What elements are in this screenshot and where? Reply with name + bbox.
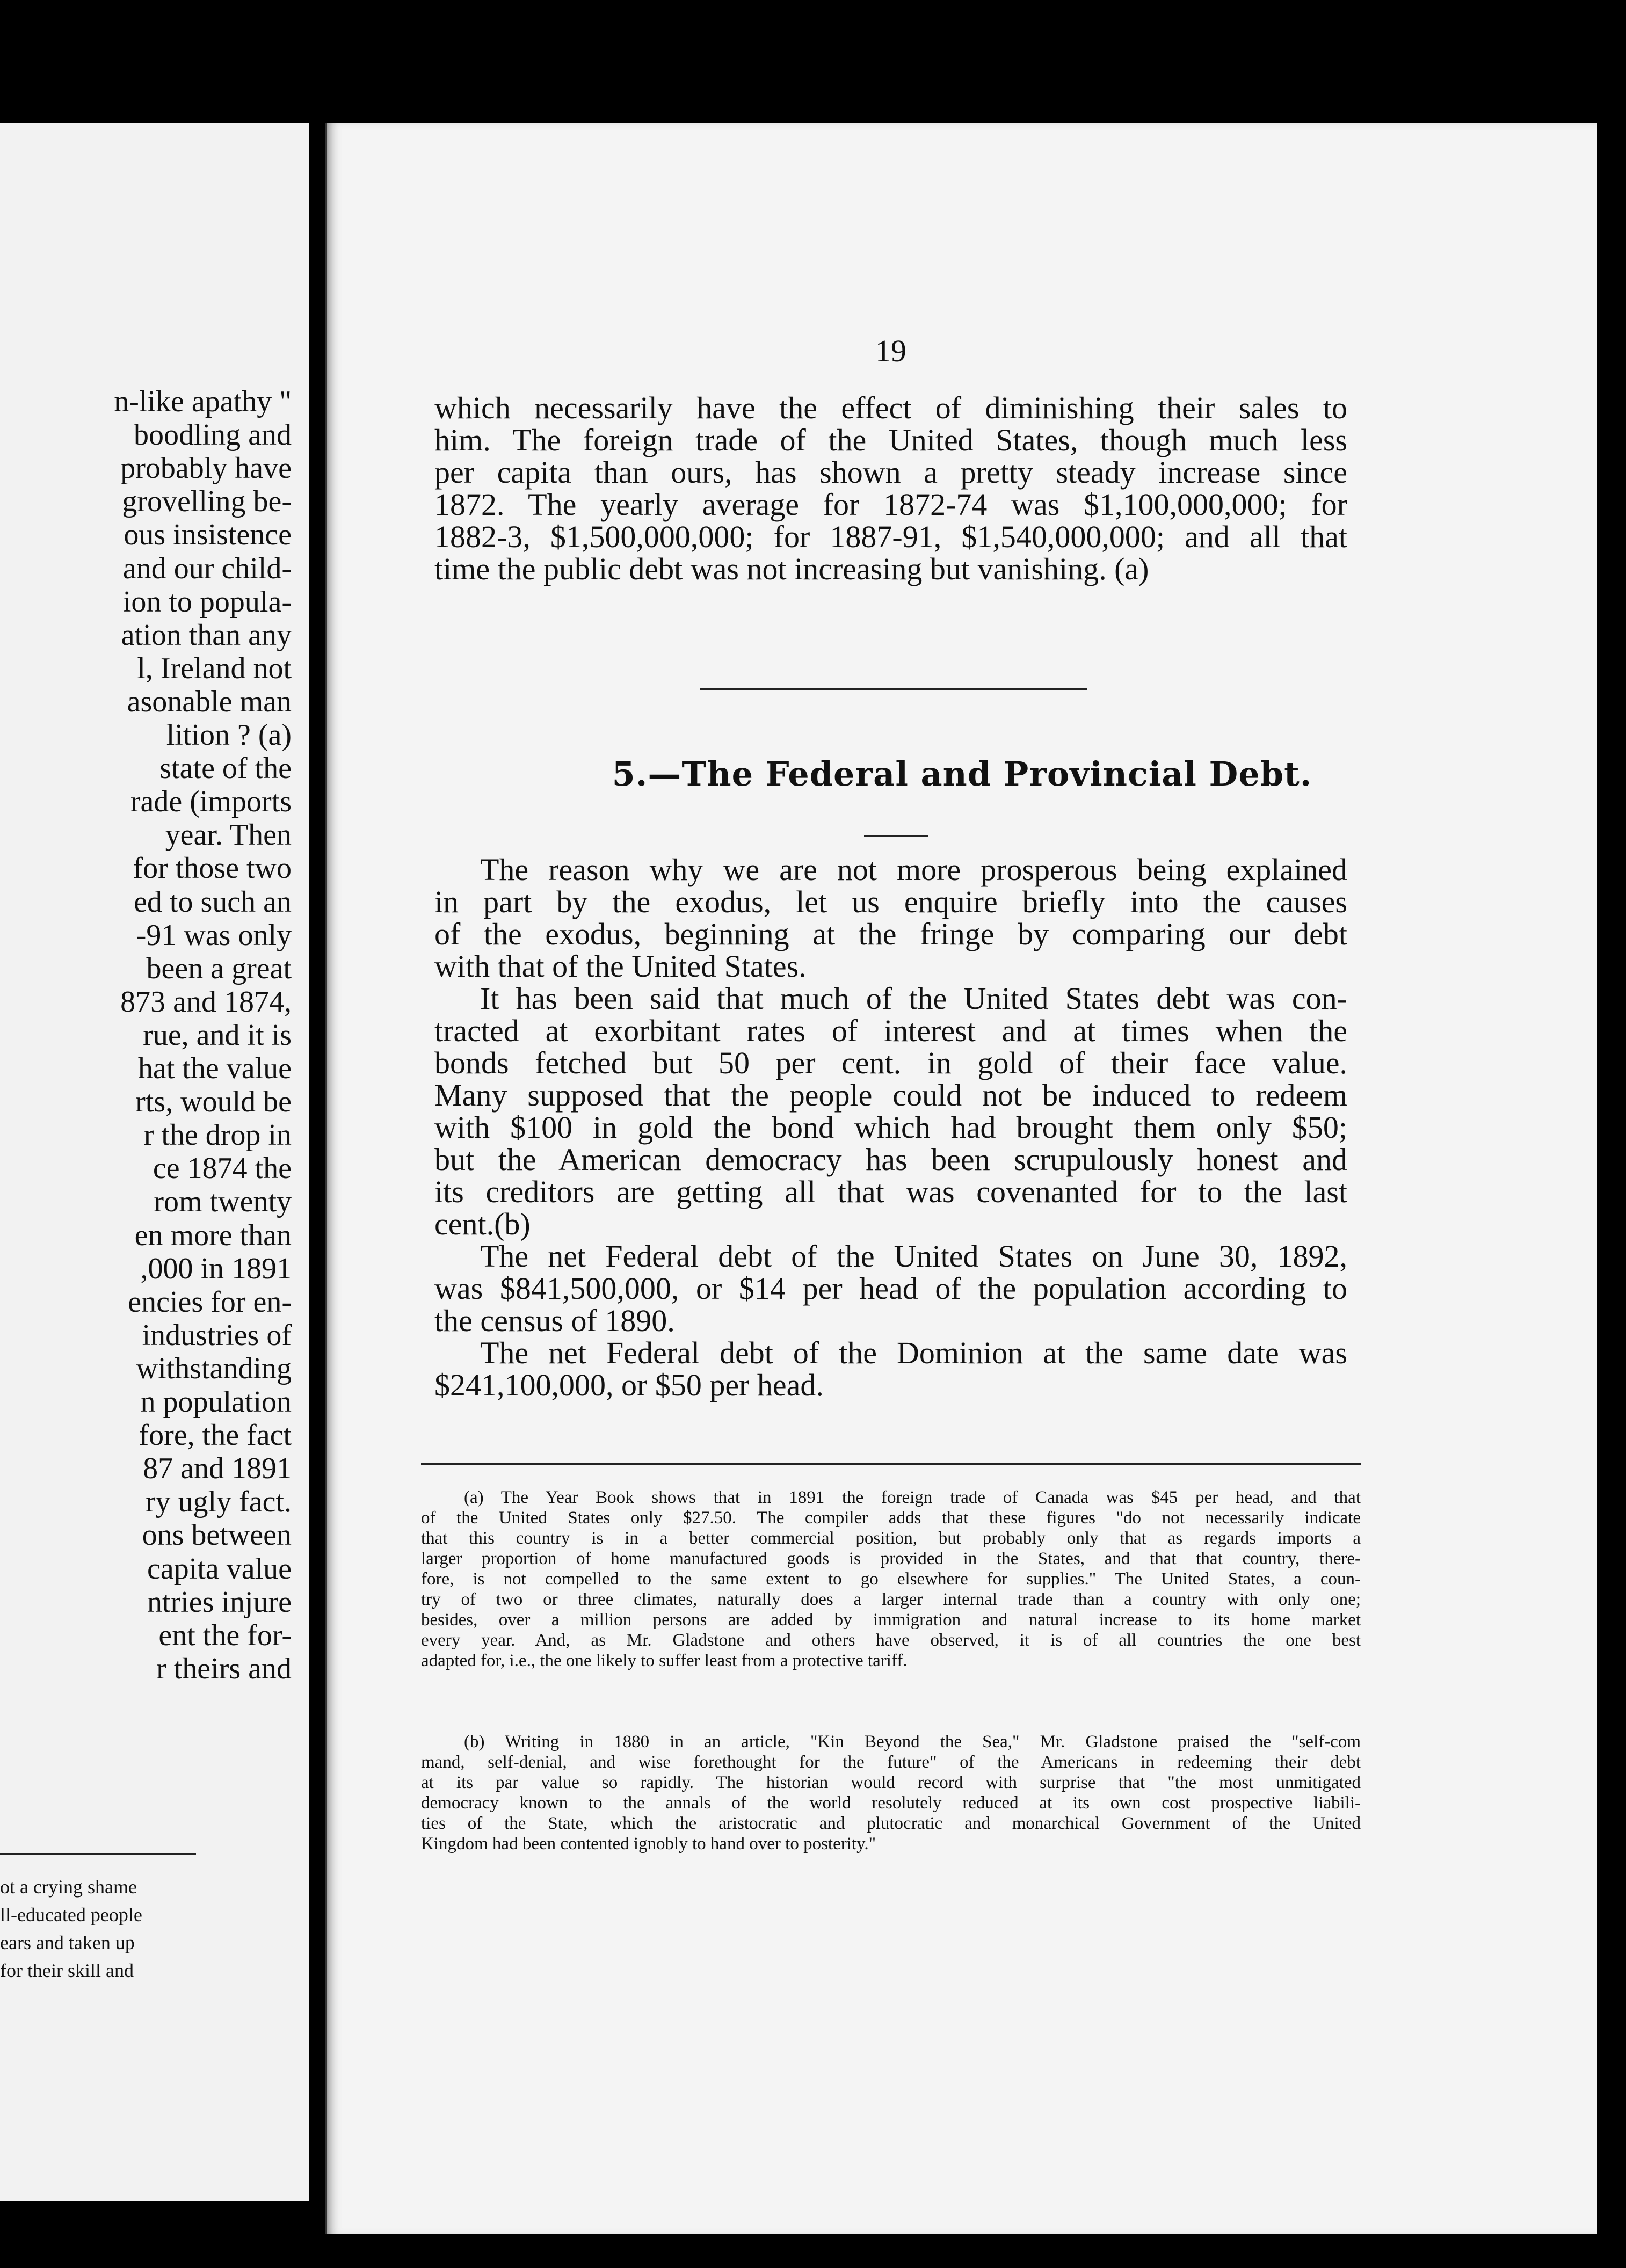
facing-page-line: ation than any — [121, 618, 292, 652]
page-number: 19 — [875, 333, 906, 368]
facing-page-line: for those two — [133, 852, 292, 885]
facing-page-line: asonable man — [127, 685, 292, 718]
text-line: its creditors are getting all that was covenanted for to the last — [434, 1174, 1347, 1209]
page — [325, 123, 1597, 2234]
paragraph-4 — [434, 1337, 1347, 1401]
text-line: with $100 in gold the bond which had brought them only $50; — [434, 1110, 1347, 1145]
text-line: tracted at exorbitant rates of interest and at times when the — [434, 1013, 1347, 1048]
footnote-b — [421, 1732, 1361, 1854]
footnote-line: mand, self-denial, and wise forethought for the future" of the Americans in redeeming their debt — [421, 1753, 1361, 1772]
text-line: The reason why we are not more prosperous being explained — [480, 852, 1347, 887]
heading-underline — [864, 835, 928, 837]
text-line: of the exodus, beginning at the fringe by comparing our debt — [434, 917, 1347, 951]
facing-page-line: ,000 in 1891 — [140, 1252, 292, 1285]
footnote-line: try of two or three climates, naturally does a larger internal trade than a country with only one; — [421, 1590, 1361, 1609]
facing-page-line: ons between — [142, 1518, 292, 1552]
text-line: which necessarily have the effect of diminishing their sales to — [434, 390, 1347, 425]
text-line: 1882-3, $1,500,000,000; for 1887-91, $1,540,000,000; and all that — [434, 519, 1347, 554]
facing-page-line: encies for en- — [128, 1285, 292, 1319]
facing-page-line: and our child- — [122, 551, 292, 585]
facing-page-fragment — [0, 123, 309, 2201]
section-heading: 5.—The Federal and Provincial Debt. — [612, 754, 1312, 794]
facing-page-line: grovelling be- — [122, 485, 292, 519]
footnote-line: adapted for, i.e., the one likely to suffer least from a protective tariff. — [421, 1651, 908, 1670]
text-line: per capita than ours, has shown a pretty steady increase since — [434, 455, 1347, 490]
facing-page-line: lition ? (a) — [166, 718, 292, 752]
facing-page-line: rue, and it is — [143, 1018, 292, 1052]
footnote-rule — [421, 1463, 1361, 1465]
text-line: in part by the exodus, let us enquire briefly into the causes — [434, 884, 1347, 919]
facing-page-line: ce 1874 the — [153, 1152, 292, 1186]
facing-page-line: state of the — [159, 752, 292, 786]
footnote-line: (b) Writing in 1880 in an article, "Kin Beyond the Sea," Mr. Gladstone praised the "self-com — [464, 1732, 1361, 1751]
footnote-line: Kingdom had been contented ignobly to hand over to posterity." — [421, 1834, 876, 1853]
footnote-line: fore, is not compelled to the same extent to go elsewhere for supplies." The United States, a coun- — [421, 1569, 1361, 1589]
text-line: Many supposed that the people could not be induced to redeem — [434, 1078, 1347, 1113]
facing-page-footnote-line: ot a crying shame — [0, 1876, 137, 1898]
footnote-line: democracy known to the annals of the world resolutely reduced at its own cost prospective liabili- — [421, 1793, 1361, 1813]
text-line: It has been said that much of the United States debt was con- — [480, 981, 1347, 1016]
section-divider — [700, 688, 1087, 690]
facing-page-line: year. Then — [165, 818, 292, 852]
facing-page-footnote-line: ears and taken up — [0, 1932, 135, 1953]
text-line: 1872. The yearly average for 1872-74 was $1,100,000,000; for — [434, 487, 1347, 522]
text-line: him. The foreign trade of the United States, though much less — [434, 423, 1347, 457]
facing-page-line: ed to such an — [134, 885, 292, 919]
facing-page-line: hat the value — [137, 1052, 292, 1085]
facing-page-line: ous insistence — [124, 518, 292, 552]
text-line: The net Federal debt of the United States on June 30, 1892, — [480, 1239, 1347, 1274]
paragraph-1 — [434, 854, 1347, 983]
text-line: $241,100,000, or $50 per head. — [434, 1368, 824, 1402]
facing-page-line: en more than — [134, 1218, 292, 1252]
facing-page-line: capita value — [147, 1552, 292, 1586]
facing-page-line: r theirs and — [156, 1652, 292, 1685]
facing-page-footnote-rule — [0, 1853, 196, 1855]
facing-page-footnote-line: ll-educated people — [0, 1904, 142, 1925]
footnote-line: at its par value so rapidly. The historian would record with surprise that "the most unmitigated — [421, 1773, 1361, 1792]
text-line: was $841,500,000, or $14 per head of the population according to — [434, 1271, 1347, 1306]
footnote-line: of the United States only $27.50. The compiler adds that these figures "do not necessarily indicate — [421, 1508, 1361, 1528]
facing-page-line: rom twenty — [154, 1185, 292, 1219]
footnote-a — [421, 1487, 1361, 1671]
facing-page-line: fore, the fact — [139, 1419, 292, 1452]
facing-page-line: n population — [140, 1385, 292, 1419]
scan-border — [0, 0, 1626, 123]
facing-page-line: rade (imports — [130, 785, 292, 819]
text-line: The net Federal debt of the Dominion at the same date was — [480, 1335, 1347, 1370]
facing-page-line: withstanding — [136, 1351, 292, 1385]
footnote-line: that this country is in a better commercial position, but probably only that as regards imports a — [421, 1529, 1361, 1548]
footnote-line: (a) The Year Book shows that in 1891 the foreign trade of Canada was $45 per head, and that — [464, 1488, 1361, 1507]
text-line: cent.(b) — [434, 1206, 531, 1241]
facing-page-line: probably have — [120, 452, 292, 485]
facing-page-line: ent the for- — [158, 1618, 292, 1652]
facing-page-line: industries of — [142, 1318, 292, 1352]
facing-page-line: l, Ireland not — [137, 651, 292, 685]
facing-page-line: 87 and 1891 — [143, 1452, 292, 1486]
text-line: time the public debt was not increasing but vanishing. (a) — [434, 551, 1149, 586]
paragraph-3 — [434, 1240, 1347, 1337]
facing-page-line: n-like apathy " — [114, 385, 292, 418]
footnote-line: every year. And, as Mr. Gladstone and others have observed, it is of all countries the one best — [421, 1631, 1361, 1650]
facing-page-line: ion to popula- — [122, 585, 292, 619]
text-line: bonds fetched but 50 per cent. in gold of their face value. — [434, 1045, 1347, 1080]
footnote-line: larger proportion of home manufactured goods is provided in the States, and that that country, there- — [421, 1549, 1361, 1568]
facing-page-line: rts, would be — [135, 1085, 292, 1119]
text-line: with that of the United States. — [434, 949, 807, 984]
facing-page-line: been a great — [146, 951, 292, 985]
paragraph-2 — [434, 983, 1347, 1240]
footnote-line: ties of the State, which the aristocratic and plutocratic and monarchical Government of the United — [421, 1814, 1361, 1833]
facing-page-line: -91 was only — [136, 918, 292, 952]
text-line: the census of 1890. — [434, 1303, 675, 1338]
facing-page-line: 873 and 1874, — [120, 985, 292, 1019]
facing-page-line: r the drop in — [143, 1118, 292, 1152]
facing-page-footnote-line: for their skill and — [0, 1960, 134, 1981]
facing-page-line: ry ugly fact. — [145, 1485, 292, 1519]
facing-page-line: ntries injure — [147, 1585, 292, 1619]
footnote-line: besides, over a million persons are added by immigration and natural increase to its home market — [421, 1610, 1361, 1630]
opening-paragraph — [434, 392, 1347, 585]
text-line: but the American democracy has been scrupulously honest and — [434, 1142, 1347, 1177]
facing-page-line: boodling and — [134, 418, 292, 452]
